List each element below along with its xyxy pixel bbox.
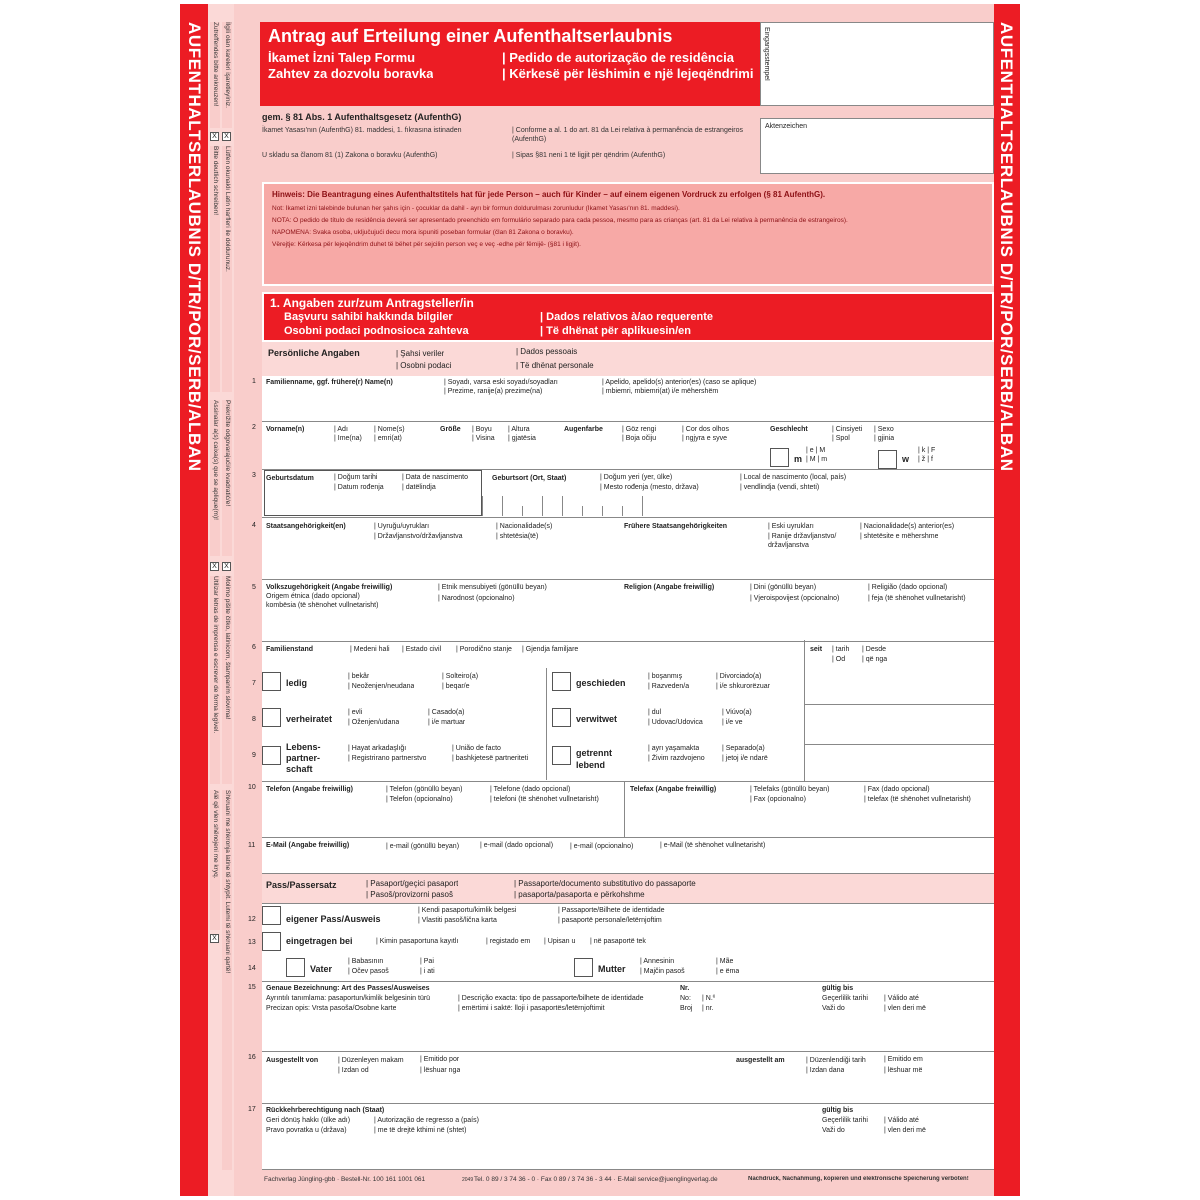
height-sq: | gjatësia <box>508 435 536 442</box>
separated-checkbox[interactable] <box>552 746 571 765</box>
first-name-label: Vorname(n) <box>266 426 305 433</box>
row-number-7: 7 <box>252 680 256 687</box>
own-passport-sq: | pasaportë personale/letërnjoftim <box>558 917 662 924</box>
form-title-sq: | Kërkesë për lëshimin e një lejeqëndrimi <box>502 66 754 81</box>
receipt-stamp-box <box>760 22 994 106</box>
row-number-2: 2 <box>252 424 256 431</box>
partnership-label-3: schaft <box>286 764 313 774</box>
sex-sq: | gjinia <box>874 435 895 442</box>
return-valid-sq: | vlen deri më <box>884 1127 926 1134</box>
form-title-tr: İkamet İzni Talep Formu <box>268 50 416 65</box>
separated-sr: | Živim razdvojeno <box>648 755 705 762</box>
personal-data-pt: | Dados pessoais <box>516 347 578 356</box>
nationality-tr: | Uyruğu/uyrukları <box>374 523 430 530</box>
row-number-13: 13 <box>248 939 256 946</box>
sex-pt: | Sexo <box>874 426 894 433</box>
email-tr: | e-mail (gönüllü beyan) <box>386 843 460 850</box>
registered-in-sr: | Upisan u <box>544 938 576 945</box>
single-tr: | bekâr <box>348 673 370 680</box>
sex-male-sub1: | e | M <box>806 447 826 454</box>
email-sr: | e-mail (opcionalno) <box>570 843 634 850</box>
widowed-tr: | dul <box>648 709 662 716</box>
family-name-label: Familienname, ggf. frühere(r) Name(n) <box>266 379 393 386</box>
strip-b1: Bitte deutlich schreiben! <box>210 146 220 392</box>
height-sr: | Visina <box>472 435 495 442</box>
father-label: Vater <box>310 964 333 974</box>
own-passport-checkbox[interactable] <box>262 906 281 925</box>
since-sr: | Od <box>832 656 846 663</box>
passport-valid-pt: | Válido até <box>884 995 919 1002</box>
single-pt: | Solteiro(a) <box>442 673 479 680</box>
row-number-5: 5 <box>252 584 256 591</box>
widowed-label: verwitwet <box>576 714 618 724</box>
section-1-sq: | Të dhënat për aplikuesin/en <box>540 325 692 337</box>
registered-in-sq: | në pasaportë tek <box>590 938 646 945</box>
notice-sr: NAPOMENA: Svaka osoba, uključujući decu mora ispuniti poseban formular (član 81 Zakona o boravku). <box>272 229 574 236</box>
mother-label: Mutter <box>598 964 626 974</box>
first-name-tr: | Adı <box>334 426 348 433</box>
passport-header-sq: | pasaporta/pasaporta e përkohshme <box>514 890 645 899</box>
date-divider-4 <box>542 496 543 516</box>
since-line-2 <box>804 744 994 745</box>
row-number-15: 15 <box>248 984 256 991</box>
nationality-sr: | Državljanstvo/državljanstva <box>374 533 463 540</box>
stamp-label: Eingangsstempel <box>763 27 770 81</box>
birth-date-label: Geburtsdatum <box>266 475 314 482</box>
eye-color-sq: | ngjyra e syve <box>682 435 728 442</box>
separated-pt: | Separado(a) <box>722 745 765 752</box>
date-divider-1 <box>482 496 483 516</box>
birth-place-label: Geburtsort (Ort, Staat) <box>492 475 567 482</box>
notice-sq: Vërejtje: Kërkesa për lejeqëndrim duhet të bëhet për sejcilin person veç e veç -edhe për fëmijë- (§81 i ligjit). <box>272 241 581 248</box>
passport-valid-sr: Važi do <box>822 1005 845 1012</box>
single-label: ledig <box>286 678 308 688</box>
former-nationality-pt: | Nacionalidade(s) anterior(es) <box>860 523 955 530</box>
passport-number-sr: Broj <box>680 1005 693 1012</box>
personal-data-sr: | Osobni podaci <box>396 361 452 370</box>
first-name-sr: | Ime(na) <box>334 435 362 442</box>
religion-pt: | Religião (dado opcional) <box>868 584 948 591</box>
own-passport-sr: | Vlastiti pasoš/lična karta <box>418 917 497 924</box>
marital-status-sr: | Porodično stanje <box>456 646 512 653</box>
row-issued-by[interactable] <box>262 1052 994 1104</box>
row-number-14: 14 <box>248 965 256 972</box>
mother-tr: | Annesinin <box>640 958 675 965</box>
father-sr: | Očev pasoš <box>348 968 389 975</box>
row-phone-fax[interactable] <box>262 782 994 838</box>
separated-label-1: getrennt <box>576 748 612 758</box>
issued-by-label: Ausgestellt von <box>266 1057 319 1064</box>
birth-date-sq: | datëlindja <box>402 484 436 491</box>
return-right-sq: | me të drejtë kthimi në (shtet) <box>374 1127 467 1134</box>
strip-tick-c2: X <box>222 562 231 571</box>
form-title-pt: | Pedido de autorização de residência <box>502 50 734 65</box>
personal-data-sq: | Të dhënat personale <box>516 361 594 370</box>
birth-date-field[interactable] <box>264 470 482 516</box>
passport-header-pt: | Passaporte/documento substitutivo do passaporte <box>514 879 696 888</box>
row-number-3: 3 <box>252 472 256 479</box>
return-valid-sr: Važi do <box>822 1127 845 1134</box>
row-nationality[interactable] <box>262 518 994 580</box>
date-divider-2 <box>502 496 503 516</box>
return-right-pt: | Autorização de regresso a (país) <box>374 1117 479 1124</box>
row-ethnicity-religion[interactable] <box>262 580 994 642</box>
family-name-sq: | mbiemri, mbiemri(at) i/e mëhershëm <box>602 388 719 395</box>
legal-basis-pt: | Conforme a al. 1 do art. 81 da Lei relativa à permanência de estrangeiros (AufenthG) <box>512 127 744 143</box>
father-sq: | i ati <box>420 968 435 975</box>
partnership-tr: | Hayat arkadaşlığı <box>348 745 407 752</box>
passport-type-tr: Ayrıntılı tanımlama: pasaportun/kimlik belgesinin türü <box>266 995 431 1002</box>
family-name-pt: | Apelido, apelido(s) anterior(es) (caso se aplique) <box>602 379 757 386</box>
birth-date-sr: | Datum rođenja <box>334 484 384 491</box>
nationality-label: Staatsangehörigkeit(en) <box>266 523 346 530</box>
section-1-header <box>262 292 994 342</box>
issued-by-sq: | lëshuar nga <box>420 1067 461 1074</box>
birth-place-tr: | Doğum yeri (yer, ülke) <box>600 474 673 481</box>
row-return-right[interactable] <box>262 1104 994 1170</box>
application-form-page <box>180 4 1020 1196</box>
widowed-checkbox[interactable] <box>552 708 571 727</box>
passport-number-label: Nr. <box>680 985 690 992</box>
strip-tick-a2: X <box>222 132 231 141</box>
section-1-pt: | Dados relativos à/ao requerente <box>540 311 714 323</box>
passport-header-de: Pass/Passersatz <box>266 880 337 890</box>
partnership-label-2: partner- <box>286 753 321 763</box>
father-pt: | Pai <box>420 958 434 965</box>
passport-type-label: Genaue Bezeichnung: Art des Passes/Ausweises <box>266 985 430 992</box>
email-label: E-Mail (Angabe freiwillig) <box>266 842 350 849</box>
row-number-4: 4 <box>252 522 256 529</box>
passport-header-sr: | Pasoš/provizorni pasoš <box>366 890 454 899</box>
eye-color-pt: | Cor dos olhos <box>682 426 729 433</box>
divorced-sq: | i/e shkurorëzuar <box>716 683 770 690</box>
marital-status-label: Familienstand <box>266 646 314 653</box>
row-number-12: 12 <box>248 916 256 923</box>
mother-sq: | e ëma <box>716 968 740 975</box>
return-right-label: Rückkehrberechtigung nach (Staat) <box>266 1107 385 1114</box>
widowed-sr: | Udovac/Udovica <box>648 719 703 726</box>
phone-label: Telefon (Angabe freiwillig) <box>266 786 353 793</box>
ethnicity-sq: kombësia (të shënohet vullnetarisht) <box>266 602 379 609</box>
ethnicity-tr: | Etnik mensubiyeti (gönüllü beyan) <box>438 584 547 591</box>
row-first-name[interactable] <box>262 422 994 470</box>
issued-by-pt: | Emitido por <box>420 1056 460 1063</box>
former-nationality-sq: | shtetësite e mëhershme <box>860 533 939 540</box>
section-1-title: 1. Angaben zur/zum Antragsteller/in <box>270 296 474 310</box>
marital-status-sq: | Gjendja familjare <box>522 646 579 653</box>
divorced-checkbox[interactable] <box>552 672 571 691</box>
fax-sq: | telefax (të shënohet vullnetarisht) <box>864 796 971 803</box>
former-nationality-sr: | Ranije državljanstvo/ državljanstva <box>768 533 837 549</box>
passport-valid-sq: | vlen deri më <box>884 1005 926 1012</box>
sex-male-checkbox[interactable] <box>770 448 789 467</box>
row-number-1: 1 <box>252 378 256 385</box>
date-divider-9 <box>642 496 643 516</box>
religion-label: Religion (Angabe freiwillig) <box>624 584 715 591</box>
return-right-tr: Geri dönüş hakkı (ülke adı) <box>266 1117 351 1124</box>
nationality-sq: | shtetësia(të) <box>496 533 539 540</box>
issued-by-sr: | Izdan od <box>338 1067 369 1074</box>
birth-place-sr: | Mesto rođenja (mesto, država) <box>600 484 699 491</box>
legal-basis-sr: U skladu sa članom 81 (1) Zakona o boravku (AufenthG) <box>262 152 438 159</box>
row-number-9: 9 <box>252 752 256 759</box>
fax-tr: | Telefaks (gönüllü beyan) <box>750 786 830 793</box>
email-sq: | e-Mail (të shënohet vullnetarisht) <box>660 842 766 849</box>
strip-e1: Alë që vlen shënojeni me kryq. <box>210 790 220 930</box>
married-tr: | evli <box>348 709 363 716</box>
legal-basis-sq: | Sipas §81 neni 1 të ligjit për qëndrim (AufenthG) <box>512 152 666 159</box>
registered-in-pt: | registado em <box>486 938 531 945</box>
father-checkbox[interactable] <box>286 958 305 977</box>
ethnicity-label: Volkszugehörigkeit (Angabe freiwillig) <box>266 584 393 591</box>
sex-male-label: m <box>794 454 803 464</box>
notice-tr: Not: İkamet izni talebinde bulunan her şahıs için - çocuklar da dahil - ayrı bir formun doldurulması zorunludur (İkamet Yasası'nın 81. maddesi). <box>272 205 680 212</box>
passport-type-sr: Precizan opis: Vrsta pasoša/Osobne karte <box>266 1005 397 1012</box>
right-side-title: AUFENTHALTSERLAUBNIS D/TR/POR/SERB/ALBAN <box>997 22 1016 472</box>
passport-header <box>262 874 994 904</box>
date-divider-8 <box>622 506 623 516</box>
phone-fax-divider <box>624 782 625 838</box>
first-name-sq: | emri(at) <box>374 435 402 442</box>
first-name-pt: | Nome(s) <box>374 426 405 433</box>
row-number-10: 10 <box>248 784 256 791</box>
former-nationality-tr: | Eski uyrukları <box>768 523 814 530</box>
marital-divider <box>546 668 547 780</box>
return-valid-tr: Geçerlilik tarihi <box>822 1117 868 1124</box>
since-divider <box>804 640 805 782</box>
passport-type-sq: | emërtimi i saktë: lloji i pasaportës/letërnjoftimit <box>458 1005 605 1012</box>
own-passport-pt: | Passaporte/Bilhete de identidade <box>558 907 665 914</box>
family-name-sr: | Prezime, ranije(a) prezime(na) <box>444 388 543 395</box>
passport-valid-tr: Geçerlilik tarihi <box>822 995 868 1002</box>
passport-number-tr: No: <box>680 995 691 1002</box>
footer-rights: Nachdruck, Nachahmung, kopieren und elektronische Speicherung verboten! <box>748 1176 969 1182</box>
issued-by-tr: | Düzenleyen makam <box>338 1057 404 1064</box>
sex-male-sub2: | M | m <box>806 456 828 463</box>
issued-on-pt: | Emitido em <box>884 1056 923 1063</box>
issued-on-sr: | Izdan dana <box>806 1067 845 1074</box>
email-pt: | e-mail (dado opcional) <box>480 842 554 849</box>
partnership-checkbox[interactable] <box>262 746 281 765</box>
form-header <box>260 22 760 106</box>
personal-data-tr: | Şahsi veriler <box>396 349 445 358</box>
date-divider-3 <box>522 506 523 516</box>
ethnicity-sr: | Narodnost (opcionalno) <box>438 595 515 602</box>
row-number-17: 17 <box>248 1106 256 1113</box>
row-marital-status <box>262 642 994 664</box>
notice-pt: NOTA: O pedido de título de residência deverá ser apresentado preenchido em formulário separado para cada pessoa, mesmo para as crianças (art. 81 da Lei relativa à permanência de estrangeiros). <box>272 217 848 224</box>
religion-sq: | feja (të shënohet vullnetarisht) <box>868 595 966 602</box>
partnership-label-1: Lebens- <box>286 742 321 752</box>
religion-sr: | Vjeroispovijest (opcionalno) <box>750 595 840 602</box>
personal-data-de: Persönliche Angaben <box>268 348 360 358</box>
since-tr: | tarih <box>832 646 850 653</box>
file-reference-box[interactable] <box>760 118 994 174</box>
row-number-16: 16 <box>248 1054 256 1061</box>
married-checkbox[interactable] <box>262 708 281 727</box>
form-footer <box>262 1172 994 1192</box>
single-checkbox[interactable] <box>262 672 281 691</box>
strip-tick-e1: X <box>210 934 219 943</box>
own-passport-label: eigener Pass/Ausweis <box>286 914 381 924</box>
issued-on-tr: | Düzenlendiği tarih <box>806 1057 866 1064</box>
sex-label: Geschlecht <box>770 426 808 433</box>
section-1-tr: Başvuru sahibi hakkında bilgiler <box>284 311 453 323</box>
birth-date-pt: | Data de nascimento <box>402 474 469 481</box>
form-title: Antrag auf Erteilung einer Aufenthaltserlaubnis <box>268 26 673 46</box>
own-passport-tr: | Kendi pasaportu/kimlik belgesi <box>418 907 517 914</box>
row-email[interactable] <box>262 838 994 874</box>
height-label: Größe <box>440 426 461 433</box>
strip-a1: Zutreffendes bitte ankreuzen! <box>210 22 220 128</box>
partnership-pt: | União de facto <box>452 745 501 752</box>
form-title-sr: Zahtev za dozvolu boravka <box>268 66 434 81</box>
nationality-pt: | Nacionalidade(s) <box>496 523 553 530</box>
sex-female-sub2: | ž | f <box>918 456 933 463</box>
since-line-1 <box>804 704 994 705</box>
height-pt: | Altura <box>508 426 530 433</box>
strip-c1: Assinalar a(s) caixa(s) que se aplique(m)! <box>210 400 220 556</box>
footer-publisher: Fachverlag Jüngling-gbb · Bestell-Nr. 100 161 1001 061 <box>264 1176 426 1183</box>
issued-on-label: ausgestellt am <box>736 1057 785 1064</box>
family-name-tr: | Soyadı, varsa eski soyadı/soyadları <box>444 379 558 386</box>
personal-data-header <box>262 342 994 376</box>
sex-female-sub1: | k | F <box>918 447 936 454</box>
sex-female-label: w <box>902 454 910 464</box>
since-sq: | që nga <box>862 656 888 663</box>
footer-code: 2049 <box>462 1177 474 1183</box>
passport-number-pt: | N.º <box>702 995 716 1002</box>
row-birth[interactable] <box>262 470 994 518</box>
date-divider-7 <box>602 506 603 516</box>
former-nationality-label: Frühere Staatsangehörigkeiten <box>624 523 728 530</box>
divorced-sr: | Razveden/a <box>648 683 690 690</box>
phone-sr: | Telefon (opcionalno) <box>386 796 453 803</box>
row-number-11: 11 <box>248 842 256 849</box>
strip-b2: Lütfen okunaklı Latin harfleri ile doldurunuz. <box>222 146 232 392</box>
birth-place-sq: | vendlindja (vendi, shteti) <box>740 484 820 491</box>
separated-tr: | ayrı yaşamakta <box>648 745 700 752</box>
divorced-label: geschieden <box>576 678 626 688</box>
marital-status-tr: | Medeni hali <box>350 646 390 653</box>
partnership-sq: | bashkjetesë partneriteti <box>452 755 529 762</box>
strip-d2: Molimo pišite čitko, latinicom, štampanim slovima! <box>222 576 232 784</box>
date-divider-6 <box>582 506 583 516</box>
eye-color-sr: | Boja očiju <box>622 435 657 442</box>
strip-d1: Utilizar letras de imprensa e escrever de forma legível. <box>210 576 220 784</box>
section-1-sr: Osobni podaci podnosioca zahteva <box>284 325 469 337</box>
row-family-name[interactable] <box>262 376 994 422</box>
since-label: seit <box>810 646 823 653</box>
eye-color-tr: | Göz rengi <box>622 426 657 433</box>
marital-status-pt: | Estado civil <box>402 646 442 653</box>
divorced-pt: | Divorciado(a) <box>716 673 762 680</box>
file-reference-label: Aktenzeichen <box>765 123 808 130</box>
religion-tr: | Dini (gönüllü beyan) <box>750 584 817 591</box>
row-number-8: 8 <box>252 716 256 723</box>
strip-tick-c1: X <box>210 562 219 571</box>
date-divider-5 <box>562 496 563 516</box>
notice-de: Hinweis: Die Beantragung eines Aufenthaltstitels hat für jede Person – auch für Kinder – auf einem eigenen Vordruck zu erfolgen (§ 81 AufenthG). <box>272 190 826 199</box>
sex-female-checkbox[interactable] <box>878 450 897 469</box>
registered-in-checkbox[interactable] <box>262 932 281 951</box>
sex-sr: | Spol <box>832 435 850 442</box>
notice-box <box>262 182 994 286</box>
since-pt: | Desde <box>862 646 886 653</box>
return-right-sr: Pravo povratka u (država) <box>266 1127 347 1134</box>
strip-c2: Prekrižite odgovarajući/e kvadratić/e! <box>222 400 232 556</box>
separated-sq: | jetoj i/e ndarë <box>722 755 768 762</box>
married-pt: | Casado(a) <box>428 709 465 716</box>
phone-sq: | telefoni (të shënohet vullnetarisht) <box>490 796 599 803</box>
return-valid-label: gültig bis <box>822 1107 854 1114</box>
married-label: verheiratet <box>286 714 333 724</box>
legal-basis-tr: İkamet Yasası'nın (AufenthG) 81. maddesi, 1. fıkrasına istinaden <box>262 127 462 134</box>
phone-pt: | Telefone (dado opcional) <box>490 786 571 793</box>
fax-label: Telefax (Angabe freiwillig) <box>630 786 717 793</box>
divorced-tr: | boşanmış <box>648 673 683 680</box>
height-tr: | Boyu <box>472 426 492 433</box>
eye-color-label: Augenfarbe <box>564 426 603 433</box>
single-sr: | Neoženjen/neudana <box>348 683 415 690</box>
sex-tr: | Cinsiyeti <box>832 426 863 433</box>
return-valid-pt: | Válido até <box>884 1117 919 1124</box>
row-number-6: 6 <box>252 644 256 651</box>
widowed-pt: | Viúvo(a) <box>722 709 752 716</box>
mother-sr: | Majčin pasoš <box>640 968 685 975</box>
birth-date-tr: | Doğum tarihi <box>334 474 378 481</box>
registered-in-label: eingetragen bei <box>286 936 353 946</box>
passport-number-sq: | nr. <box>702 1005 714 1012</box>
widowed-sq: | i/e ve <box>722 719 743 726</box>
left-side-title: AUFENTHALTSERLAUBNIS D/TR/POR/SERB/ALBAN <box>185 22 204 472</box>
phone-tr: | Telefon (gönüllü beyan) <box>386 786 463 793</box>
footer-contact: Tel. 0 89 / 3 74 36 - 0 · Fax 0 89 / 3 74 36 - 3 44 · E-Mail service@juenglingverlag.de <box>474 1176 718 1183</box>
separated-label-2: lebend <box>576 760 606 770</box>
legal-basis-de: gem. § 81 Abs. 1 Aufenthaltsgesetz (AufenthG) <box>262 112 462 122</box>
fax-sr: | Fax (opcionalno) <box>750 796 806 803</box>
fax-pt: | Fax (dado opcional) <box>864 786 930 793</box>
strip-a2: İlgili olan kareleri işaretleyiniz. <box>222 22 232 128</box>
married-sq: | i/e martuar <box>428 719 466 726</box>
issued-on-sq: | lëshuar më <box>884 1067 923 1074</box>
strip-tick-a1: X <box>210 132 219 141</box>
strip-e2: Shkruani me shkronja latine të shtypit. Lutemi të shkruani qartë! <box>222 790 232 1170</box>
passport-valid-label: gültig bis <box>822 985 854 992</box>
mother-pt: | Mãe <box>716 958 734 965</box>
passport-header-tr: | Pasaport/geçici pasaport <box>366 879 459 888</box>
row-passport-details[interactable] <box>262 982 994 1052</box>
passport-type-pt: | Descrição exacta: tipo de passaporte/bilhete de identidade <box>458 995 644 1002</box>
ethnicity-pt: Origem étnica (dado opcional) <box>266 593 360 600</box>
birth-place-pt: | Local de nascimento (local, país) <box>740 474 847 481</box>
single-sq: | beqar/e <box>442 683 470 690</box>
father-tr: | Babasının <box>348 958 384 965</box>
married-sr: | Oženjen/udana <box>348 719 400 726</box>
registered-in-tr: | Kimin pasaportuna kayıtlı <box>376 938 459 945</box>
partnership-sr: | Registrirano partnerstvo <box>348 755 427 762</box>
mother-checkbox[interactable] <box>574 958 593 977</box>
